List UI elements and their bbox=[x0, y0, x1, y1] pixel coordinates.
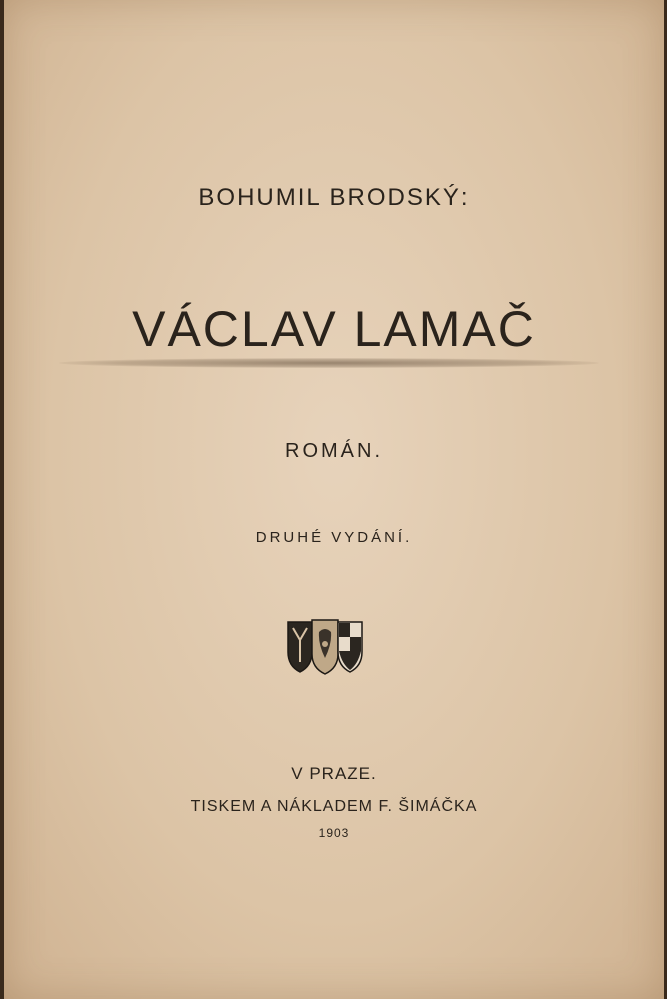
author-name: BOHUMIL BRODSKÝ: bbox=[198, 184, 470, 211]
imprint-place: V PRAZE. bbox=[291, 764, 377, 783]
coat-of-arms-icon bbox=[286, 618, 364, 676]
title-page bbox=[4, 0, 664, 999]
imprint-year: 1903 bbox=[318, 826, 350, 840]
genre-label: ROMÁN. bbox=[285, 440, 383, 462]
book-title: VÁCLAV LAMAČ bbox=[132, 301, 536, 357]
imprint-publisher: TISKEM A NÁKLADEM F. ŠIMÁČKA bbox=[190, 798, 478, 815]
title-underline bbox=[59, 358, 599, 368]
edition-label: DRUHÉ VYDÁNÍ. bbox=[255, 529, 413, 546]
